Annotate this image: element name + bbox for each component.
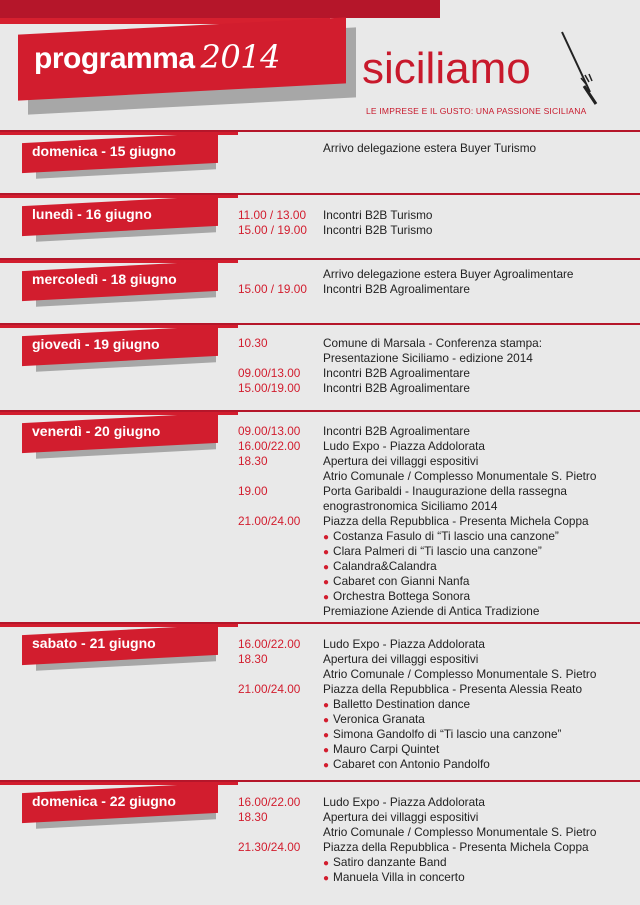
event-text: Clara Palmeri di “Ti lascio una canzone” [333,544,542,558]
schedule-row [0,727,640,742]
schedule-row [0,652,640,667]
schedule-row [0,870,640,885]
schedule-row [0,336,640,351]
day-label: sabato - 21 giugno [32,635,156,651]
event-description: Arrivo delegazione estera Buyer Agroalimentare [323,267,574,281]
schedule-row [0,366,640,381]
schedule-row [0,454,640,469]
event-description [323,712,425,726]
schedule-row [0,544,640,559]
schedule-row [0,514,640,529]
event-description: Arrivo delegazione estera Buyer Turismo [323,141,537,155]
bullet-icon: ● [323,873,330,884]
event-description: Incontri B2B Agroalimentare [323,381,470,395]
event-text: Simona Gandolfo di “Ti lascio una canzone” [333,727,562,741]
event-description [323,544,542,558]
fork-icon [560,28,600,108]
event-description [323,757,490,771]
day-label: giovedì - 19 giugno [32,336,160,352]
schedule-row [0,223,640,238]
schedule-row [0,208,640,223]
day-label: lunedì - 16 giugno [32,206,152,222]
event-text: Veronica Granata [333,712,425,726]
title-word: programma [34,42,195,75]
event-description [323,855,447,869]
schedule-row [0,697,640,712]
event-text: Cabaret con Antonio Pandolfo [333,757,490,771]
bullet-icon: ● [323,532,330,543]
event-description: Premiazione Aziende di Antica Tradizione [323,604,540,618]
event-time: 16.00/22.00 [238,439,301,453]
schedule-row [0,484,640,499]
bullet-icon: ● [323,700,330,711]
event-description [323,574,469,588]
event-time: 09.00/13.00 [238,424,301,438]
schedule-row [0,439,640,454]
event-time: 16.00/22.00 [238,795,301,809]
schedule-row [0,469,640,484]
schedule-row [0,637,640,652]
schedule-row [0,141,640,156]
day-label: domenica - 15 giugno [32,143,176,159]
event-time: 10.30 [238,336,268,350]
logo-text-a: sicilia [362,44,470,93]
schedule-row [0,810,640,825]
event-time: 19.00 [238,484,268,498]
event-description: Piazza della Repubblica - Presenta Michela Coppa [323,840,589,854]
event-description [323,697,470,711]
event-description: Apertura dei villaggi espositivi [323,810,479,824]
event-time: 21.00/24.00 [238,682,301,696]
page-title [34,38,280,76]
title-year: 2014 [200,38,280,76]
event-description: Piazza della Repubblica - Presenta Alessia Reato [323,682,583,696]
event-description [323,727,561,741]
schedule-row [0,499,640,514]
event-text: Manuela Villa in concerto [333,870,465,884]
event-time: 11.00 / 13.00 [238,208,306,222]
day-label: mercoledì - 18 giugno [32,271,177,287]
event-description [323,742,439,756]
top-decor-stripe [0,0,440,18]
schedule-row [0,855,640,870]
event-time: 18.30 [238,652,268,666]
schedule-row [0,712,640,727]
schedule-row [0,667,640,682]
event-text: Mauro Carpi Quintet [333,742,440,756]
event-text: Balletto Destination dance [333,697,471,711]
event-description: enograstronomica Siciliamo 2014 [323,499,498,513]
event-description [323,870,465,884]
event-time: 15.00/19.00 [238,381,301,395]
event-description: Incontri B2B Agroalimentare [323,282,470,296]
event-time: 16.00/22.00 [238,637,301,651]
schedule-row [0,825,640,840]
event-description: Piazza della Repubblica - Presenta Michela Coppa [323,514,589,528]
event-description: Ludo Expo - Piazza Addolorata [323,439,485,453]
event-time: 18.30 [238,810,268,824]
event-time: 18.30 [238,454,268,468]
schedule-row [0,589,640,604]
day-label: domenica - 22 giugno [32,793,176,809]
schedule-row [0,529,640,544]
event-time: 21.30/24.00 [238,840,301,854]
event-text: Costanza Fasulo di “Ti lascio una canzone” [333,529,559,543]
event-text: Cabaret con Gianni Nanfa [333,574,470,588]
event-description: Incontri B2B Agroalimentare [323,424,470,438]
event-description [323,529,559,543]
schedule-row [0,559,640,574]
event-description: Ludo Expo - Piazza Addolorata [323,795,485,809]
bullet-icon: ● [323,592,330,603]
event-description: Comune di Marsala - Conferenza stampa: [323,336,542,350]
event-text: Calandra&Calandra [333,559,437,573]
schedule-row [0,267,640,282]
event-description: Atrio Comunale / Complesso Monumentale S. Pietro [323,667,597,681]
bullet-icon: ● [323,715,330,726]
bullet-icon: ● [323,745,330,756]
event-description: Ludo Expo - Piazza Addolorata [323,637,485,651]
event-text: Orchestra Bottega Sonora [333,589,471,603]
event-description: Apertura dei villaggi espositivi [323,454,479,468]
event-description: Incontri B2B Agroalimentare [323,366,470,380]
bullet-icon: ● [323,760,330,771]
bullet-icon: ● [323,858,330,869]
event-description: Atrio Comunale / Complesso Monumentale S. Pietro [323,825,597,839]
event-description: Porta Garibaldi - Inaugurazione della rassegna [323,484,567,498]
schedule-row [0,682,640,697]
day-label: venerdì - 20 giugno [32,423,161,439]
event-description: Incontri B2B Turismo [323,223,433,237]
bullet-icon: ● [323,577,330,588]
logo-text-b: mo [469,44,531,93]
bullet-icon: ● [323,730,330,741]
event-description: Apertura dei villaggi espositivi [323,652,479,666]
bullet-icon: ● [323,547,330,558]
event-time: 15.00 / 19.00 [238,223,307,237]
event-time: 09.00/13.00 [238,366,301,380]
bullet-icon: ● [323,562,330,573]
event-description: Atrio Comunale / Complesso Monumentale S. Pietro [323,469,597,483]
event-description [323,589,470,603]
event-time: 21.00/24.00 [238,514,301,528]
schedule-row [0,424,640,439]
siciliamo-logo [362,44,531,94]
event-description: Incontri B2B Turismo [323,208,433,222]
schedule-row [0,574,640,589]
event-description: Presentazione Siciliamo - edizione 2014 [323,351,533,365]
schedule-row [0,351,640,366]
tagline: LE IMPRESE E IL GUSTO: UNA PASSIONE SICILIANA [366,106,587,116]
schedule-row [0,282,640,297]
event-time: 15.00 / 19.00 [238,282,307,296]
schedule-row [0,381,640,396]
schedule-row [0,840,640,855]
schedule-row [0,742,640,757]
schedule-row [0,795,640,810]
event-text: Satiro danzante Band [333,855,447,869]
event-description [323,559,437,573]
schedule-row [0,757,640,772]
schedule-row [0,604,640,619]
